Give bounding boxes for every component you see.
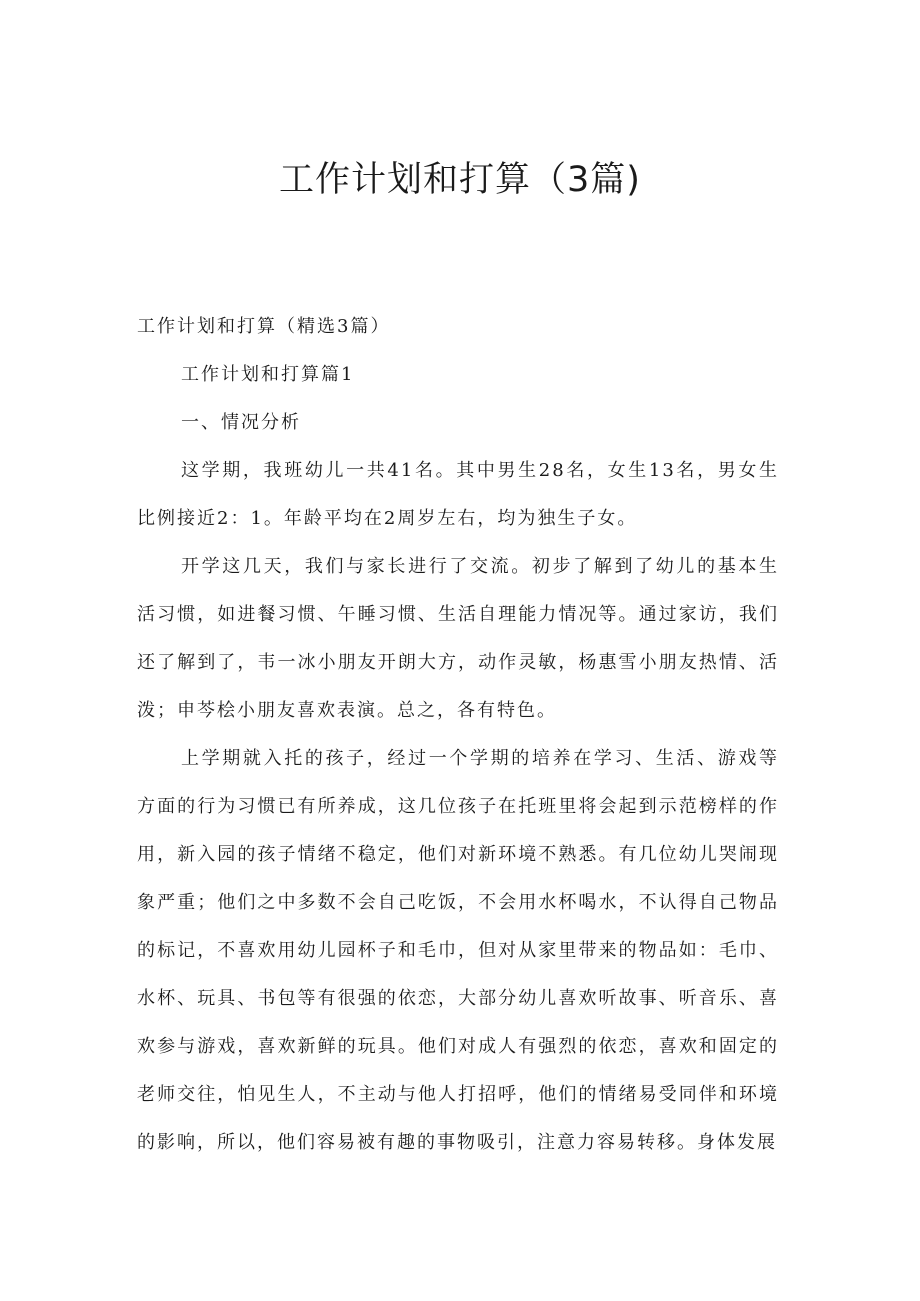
section-heading: 工作计划和打算篇1 bbox=[181, 364, 355, 385]
paragraph-children-behavior: 上学期就入托的孩子，经过一个学期的培养在学习、生活、游戏等方面的行为习惯已有所养成，这几位孩子在托班里将会起到示范榜样的作用，新入园的孩子情绪不稳定，他们对新环境不熟悉。有几位幼儿哭闹现象严重；他们之中多数不会自己吃饭，不会用水杯喝水，不认得自己物品的标记，不喜欢用幼儿园杯子和毛巾，但对从家里带来的物品如：毛巾、水杯、玩具、书包等有很强的依恋，大部分幼儿喜欢听故事、听音乐、喜欢参与游戏，喜欢新鲜的玩具。他们对成人有强烈的依恋，喜欢和固定的老师交往，怕见生人，不主动与他人打招呼，他们的情绪易受同伴和环境的影响，所以，他们容易被有趣的事物吸引，注意力容易转移。身体发展 bbox=[137, 748, 779, 1153]
document-subtitle: 工作计划和打算（精选3篇） bbox=[137, 316, 391, 337]
paragraph-parent-communication: 开学这几天，我们与家长进行了交流。初步了解到了幼儿的基本生活习惯，如进餐习惯、午睡习惯、生活自理能力情况等。通过家访，我们还了解到了，韦一冰小朋友开朗大方，动作灵敏，杨惠雪小朋友热情、活泼；申芩桧小朋友喜欢表演。总之，各有特色。 bbox=[137, 556, 779, 721]
document-body bbox=[137, 303, 779, 1167]
document-title: 工作计划和打算（3篇) bbox=[279, 160, 641, 200]
paragraph-class-overview: 这学期，我班幼儿一共41名。其中男生28名，女生13名，男女生比例接近2：1。年龄平均在2周岁左右，均为独生子女。 bbox=[137, 460, 779, 529]
subheading-situation-analysis: 一、情况分析 bbox=[181, 412, 301, 433]
